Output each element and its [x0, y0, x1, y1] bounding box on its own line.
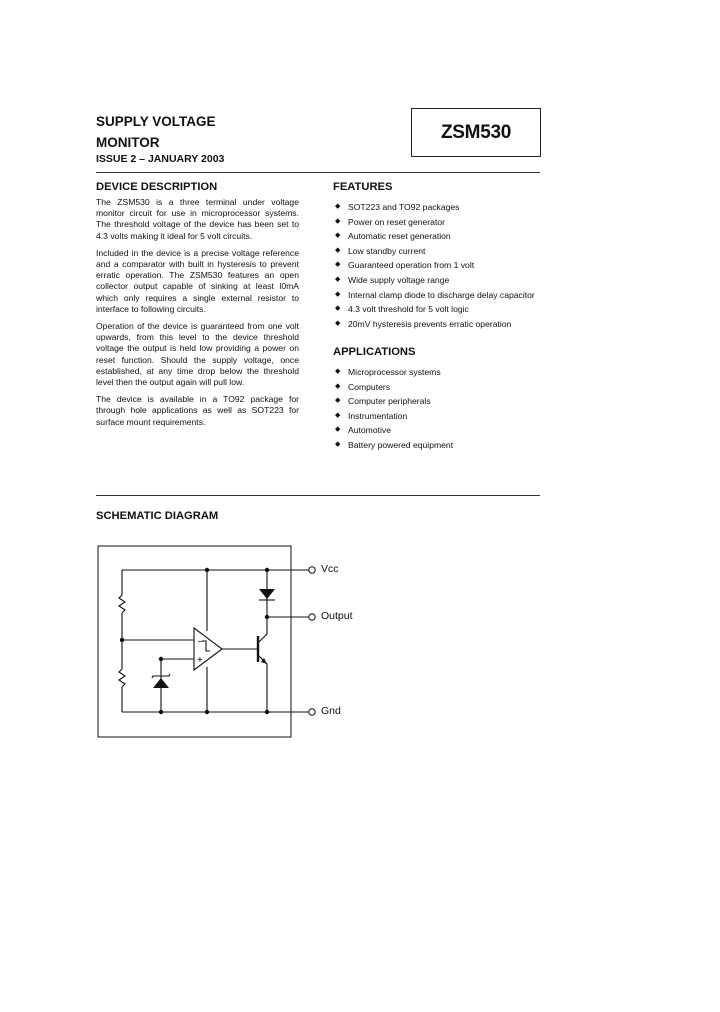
list-item: ◆ Guaranteed operation from 1 volt	[333, 260, 543, 270]
list-item: ◆ Battery powered equipment	[333, 440, 543, 450]
junction-dot	[159, 657, 163, 661]
list-item: ◆ Instrumentation	[333, 411, 543, 421]
junction-dot	[205, 710, 209, 714]
list-item: ◆ 4.3 volt threshold for 5 volt logic	[333, 304, 543, 314]
transistor-collector	[258, 617, 267, 643]
schematic-heading: SCHEMATIC DIAGRAM	[96, 510, 219, 522]
junction-dot	[120, 638, 124, 642]
vcc-pin	[309, 567, 315, 573]
list-item: ◆ Automatic reset generation	[333, 231, 543, 241]
title-line-1: SUPPLY VOLTAGE	[96, 114, 216, 129]
list-item: ◆ Microprocessor systems	[333, 367, 543, 377]
list-item: ◆ Internal clamp diode to discharge delay capacitor	[333, 290, 543, 300]
description-paragraph: Included in the device is a precise voltage reference and a comparator with built in hysteresis to prevent erratic operation. The ZSM530 features an open collector output capable of sinking at least l0mA which only requires a single external resistor to interface to following circuits.	[96, 247, 299, 314]
features-heading: FEATURES	[333, 181, 393, 193]
title-line-2: MONITOR	[96, 135, 160, 150]
description-heading: DEVICE DESCRIPTION	[96, 181, 218, 193]
output-label: Output	[321, 610, 353, 622]
comparator-minus: –	[198, 636, 204, 647]
junction-dot	[265, 568, 269, 572]
resistor-upper	[119, 595, 125, 613]
list-item: ◆ Low standby current	[333, 246, 543, 256]
description-paragraph: The device is available in a TO92 package for through hole applications as well as SOT223 for surface mount requirements.	[96, 394, 299, 427]
applications-heading: APPLICATIONS	[333, 346, 416, 358]
list-item: ◆ Power on reset generator	[333, 217, 543, 227]
junction-dot	[265, 615, 269, 619]
list-item: ◆ SOT223 and TO92 packages	[333, 202, 543, 212]
part-number: ZSM530	[440, 122, 511, 143]
zener-diode	[153, 678, 169, 688]
list-item: ◆ Computer peripherals	[333, 396, 543, 406]
list-item: ◆ 20mV hysteresis prevents erratic operation	[333, 319, 543, 329]
vcc-label: Vcc	[321, 563, 339, 575]
issue-date: ISSUE 2 – JANUARY 2003	[96, 153, 225, 165]
comparator-plus: +	[197, 655, 203, 666]
resistor-lower	[119, 669, 125, 687]
description-paragraph: Operation of the device is guaranteed from one volt upwards, from this level to the device threshold voltage the output is held low providing a power on reset function. Should the supply voltage, once established, at any time drop below the threshold level then the output again will pull low.	[96, 321, 299, 388]
output-pin	[309, 614, 315, 620]
list-item: ◆ Automotive	[333, 425, 543, 435]
junction-dot	[265, 710, 269, 714]
clamp-diode	[259, 589, 275, 599]
junction-dot	[205, 568, 209, 572]
list-item: ◆ Computers	[333, 382, 543, 392]
description-paragraph: The ZSM530 is a three terminal under voltage monitor circuit for use in microprocessor systems. The threshold voltage of the device has been set to 4.3 volts making it ideal for 5 volt circuits.	[96, 197, 299, 241]
gnd-label: Gnd	[321, 705, 341, 717]
gnd-pin	[309, 709, 315, 715]
junction-dot	[159, 710, 163, 714]
list-item: ◆ Wide supply voltage range	[333, 275, 543, 285]
